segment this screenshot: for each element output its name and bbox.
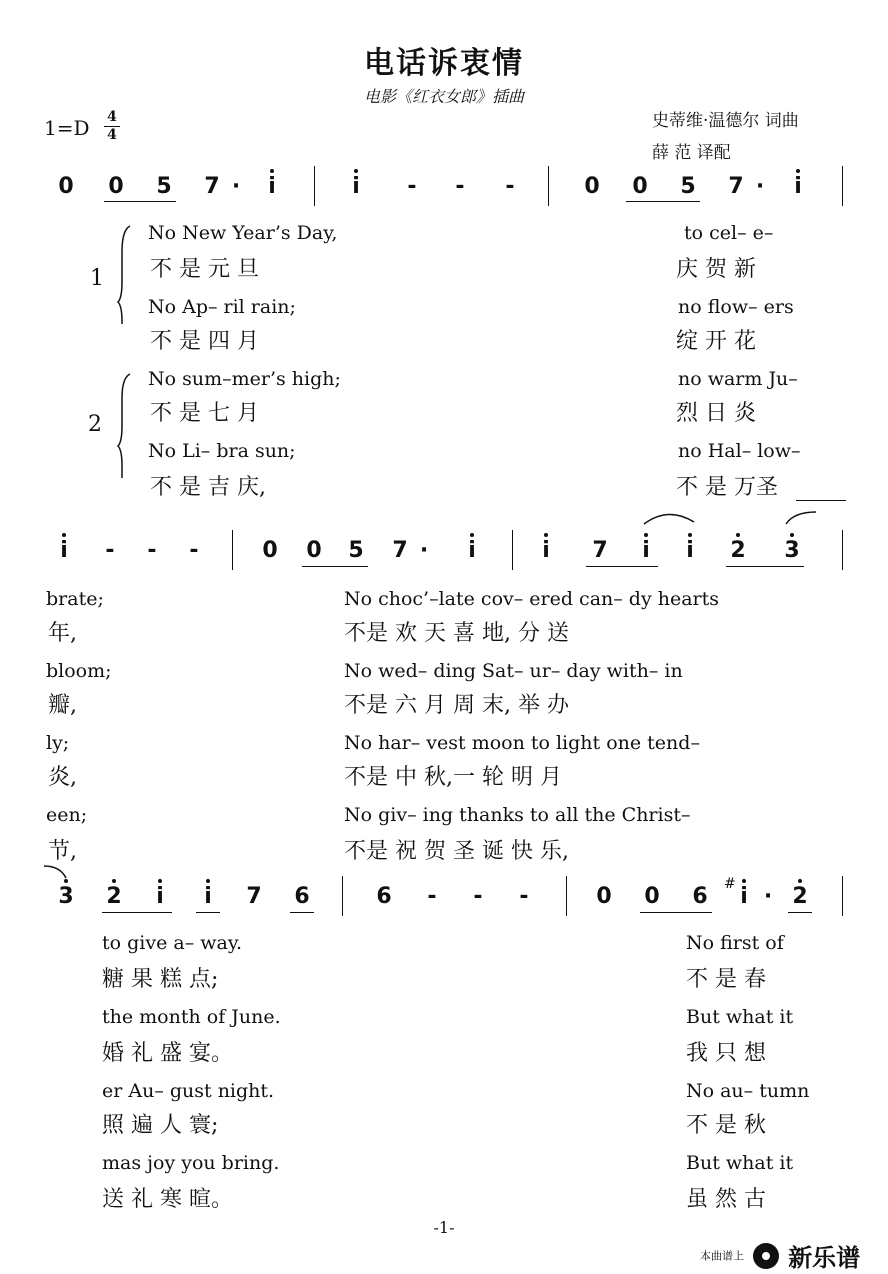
- note: ·: [419, 538, 429, 563]
- note: -: [519, 884, 529, 909]
- lyric-line: 我 只 想: [686, 1041, 766, 1066]
- note: -: [455, 174, 465, 199]
- octave-dot: [112, 879, 116, 883]
- lyric-line: bloom;: [46, 660, 112, 682]
- note: 0: [596, 884, 612, 909]
- lyric-line: to give a– way.: [102, 932, 243, 954]
- lyric-line: No sum–mer’s high;: [148, 368, 341, 390]
- lyric-line: No choc’–late cov– ered can– dy hearts: [344, 588, 720, 610]
- lyric-line: 虽 然 古: [686, 1187, 766, 1212]
- note: 2: [106, 884, 122, 909]
- barline: [842, 530, 843, 570]
- site-logo[interactable]: [700, 1238, 860, 1273]
- note: -: [105, 538, 115, 563]
- barline: [342, 876, 343, 916]
- note: -: [147, 538, 157, 563]
- lyric-line: No giv– ing thanks to all the Christ–: [344, 804, 691, 826]
- note: 5: [680, 174, 696, 199]
- octave-dot: [688, 533, 692, 537]
- translator-credit: 薛 范 译配: [652, 143, 731, 163]
- note: 0: [58, 174, 74, 199]
- lyric-line: 炎,: [48, 765, 77, 790]
- octave-dot: [644, 533, 648, 537]
- note: 7: [592, 538, 608, 563]
- verse-number-2: 2: [88, 412, 102, 437]
- note: i: [794, 174, 802, 199]
- octave-dot: [742, 879, 746, 883]
- lyric-line: 不是 欢 天 喜 地, 分 送: [344, 621, 569, 646]
- note: i: [686, 538, 694, 563]
- lyric-underline: [796, 500, 846, 501]
- key-signature: 1=D: [44, 116, 90, 140]
- note: i: [60, 538, 68, 563]
- lyric-line: But what it: [686, 1006, 794, 1028]
- barline: [566, 876, 567, 916]
- lyric-line: 照 遍 人 寰;: [102, 1113, 219, 1138]
- note: i: [542, 538, 550, 563]
- note: 0: [306, 538, 322, 563]
- octave-dot: [270, 169, 274, 173]
- octave-dot: [354, 169, 358, 173]
- note: 0: [644, 884, 660, 909]
- logo-prefix: 本曲谱上: [700, 1249, 744, 1263]
- lyric-line: No har– vest moon to light one tend–: [344, 732, 700, 754]
- lyric-line: 送 礼 寒 暄。: [102, 1187, 233, 1212]
- note: i: [156, 884, 164, 909]
- logo-text: 新乐谱: [788, 1244, 861, 1272]
- beam-underline: [302, 566, 368, 567]
- note: 5: [156, 174, 172, 199]
- lyric-line: 不 是 元 旦: [150, 257, 259, 282]
- lyric-line: 不是 六 月 周 末, 举 办: [344, 693, 569, 718]
- note: -: [189, 538, 199, 563]
- note: ·: [763, 884, 773, 909]
- lyric-line: 瓣,: [48, 693, 77, 718]
- note: i: [642, 538, 650, 563]
- octave-dot: [544, 533, 548, 537]
- verse-brace: [116, 222, 134, 482]
- note: 6: [376, 884, 392, 909]
- octave-dot: [736, 533, 740, 537]
- lyric-line: the month of June.: [102, 1006, 281, 1028]
- octave-dot: [62, 533, 66, 537]
- barline: [842, 166, 843, 206]
- octave-dot: [790, 533, 794, 537]
- note: 0: [108, 174, 124, 199]
- lyric-line: 不 是 四 月: [150, 329, 259, 354]
- octave-dot: [470, 533, 474, 537]
- beam-underline: [726, 566, 804, 567]
- note: 0: [584, 174, 600, 199]
- note: 2: [792, 884, 808, 909]
- lyric-line: ly;: [46, 732, 70, 754]
- lyric-line: brate;: [46, 588, 104, 610]
- lyric-line: to cel– e–: [684, 222, 774, 244]
- lyric-line: no Hal– low–: [678, 440, 801, 462]
- beam-underline: [102, 912, 172, 913]
- note: -: [473, 884, 483, 909]
- page-number: -1-: [433, 1218, 455, 1237]
- grace-note: #: [724, 876, 736, 892]
- barline: [842, 876, 843, 916]
- barline: [314, 166, 315, 206]
- lyric-line: no warm Ju–: [678, 368, 798, 390]
- record-icon: [753, 1243, 779, 1269]
- note: 2: [730, 538, 746, 563]
- note: i: [740, 884, 748, 909]
- note: -: [427, 884, 437, 909]
- note: 3: [784, 538, 800, 563]
- note: 7: [246, 884, 262, 909]
- subtitle: 电影《红衣女郎》插曲: [363, 87, 524, 106]
- note: -: [407, 174, 417, 199]
- verse-number-1: 1: [90, 266, 104, 291]
- time-top: 4: [107, 109, 117, 125]
- beam-underline: [586, 566, 658, 567]
- lyric-line: 不 是 七 月: [150, 401, 259, 426]
- lyric-line: no flow– ers: [678, 296, 794, 318]
- note: 6: [294, 884, 310, 909]
- slur-mark: [640, 508, 700, 528]
- lyric-line: 不 是 吉 庆,: [150, 475, 266, 500]
- beam-underline: [196, 912, 220, 913]
- lyric-line: 不 是 万圣: [676, 475, 778, 500]
- lyric-line: mas joy you bring.: [102, 1152, 280, 1174]
- lyric-line: 糖 果 糕 点;: [102, 967, 219, 992]
- barline: [232, 530, 233, 570]
- note: ·: [231, 174, 241, 199]
- slur-mark: [782, 508, 822, 528]
- lyric-line: But what it: [686, 1152, 794, 1174]
- beam-underline: [104, 201, 176, 202]
- note: 7: [728, 174, 744, 199]
- lyric-line: er Au– gust night.: [102, 1080, 275, 1102]
- page-title: 电话诉衷情: [364, 46, 524, 81]
- barline: [548, 166, 549, 206]
- lyric-line: No Ap– ril rain;: [148, 296, 296, 318]
- octave-dot: [158, 879, 162, 883]
- note: i: [468, 538, 476, 563]
- note: 0: [632, 174, 648, 199]
- lyric-line: 节,: [48, 839, 77, 864]
- lyric-line: No Li– bra sun;: [148, 440, 296, 462]
- beam-underline: [788, 912, 812, 913]
- lyric-line: 庆 贺 新: [676, 257, 756, 282]
- beam-underline: [290, 912, 314, 913]
- time-signature: [102, 110, 122, 143]
- lyric-line: 不 是 秋: [686, 1113, 766, 1138]
- beam-underline: [626, 201, 700, 202]
- lyric-line: 婚 礼 盛 宴。: [102, 1041, 233, 1066]
- composer-credit: 史蒂维·温德尔 词曲: [652, 111, 799, 131]
- octave-dot: [64, 879, 68, 883]
- lyric-line: 烈 日 炎: [676, 401, 756, 426]
- lyric-line: 绽 开 花: [676, 329, 756, 354]
- lyric-line: No au– tumn: [686, 1080, 810, 1102]
- note: i: [268, 174, 276, 199]
- note: 7: [392, 538, 408, 563]
- beam-underline: [640, 912, 712, 913]
- lyric-line: 年,: [48, 621, 77, 646]
- octave-dot: [206, 879, 210, 883]
- note: -: [505, 174, 515, 199]
- note: i: [352, 174, 360, 199]
- lyric-line: 不是 中 秋,一 轮 明 月: [344, 765, 562, 790]
- note: i: [204, 884, 212, 909]
- lyric-line: een;: [46, 804, 88, 826]
- octave-dot: [796, 169, 800, 173]
- lyric-line: 不是 祝 贺 圣 诞 快 乐,: [344, 839, 569, 864]
- lyric-line: 不 是 春: [686, 967, 766, 992]
- lyric-line: No New Year’s Day,: [148, 222, 338, 244]
- octave-dot: [798, 879, 802, 883]
- lyric-line: No wed– ding Sat– ur– day with– in: [344, 660, 683, 682]
- note: 6: [692, 884, 708, 909]
- note: 3: [58, 884, 74, 909]
- note: 5: [348, 538, 364, 563]
- note: 0: [262, 538, 278, 563]
- time-bottom: 4: [107, 127, 117, 143]
- lyric-line: No first of: [686, 932, 784, 954]
- note: 7: [204, 174, 220, 199]
- barline: [512, 530, 513, 570]
- note: ·: [755, 174, 765, 199]
